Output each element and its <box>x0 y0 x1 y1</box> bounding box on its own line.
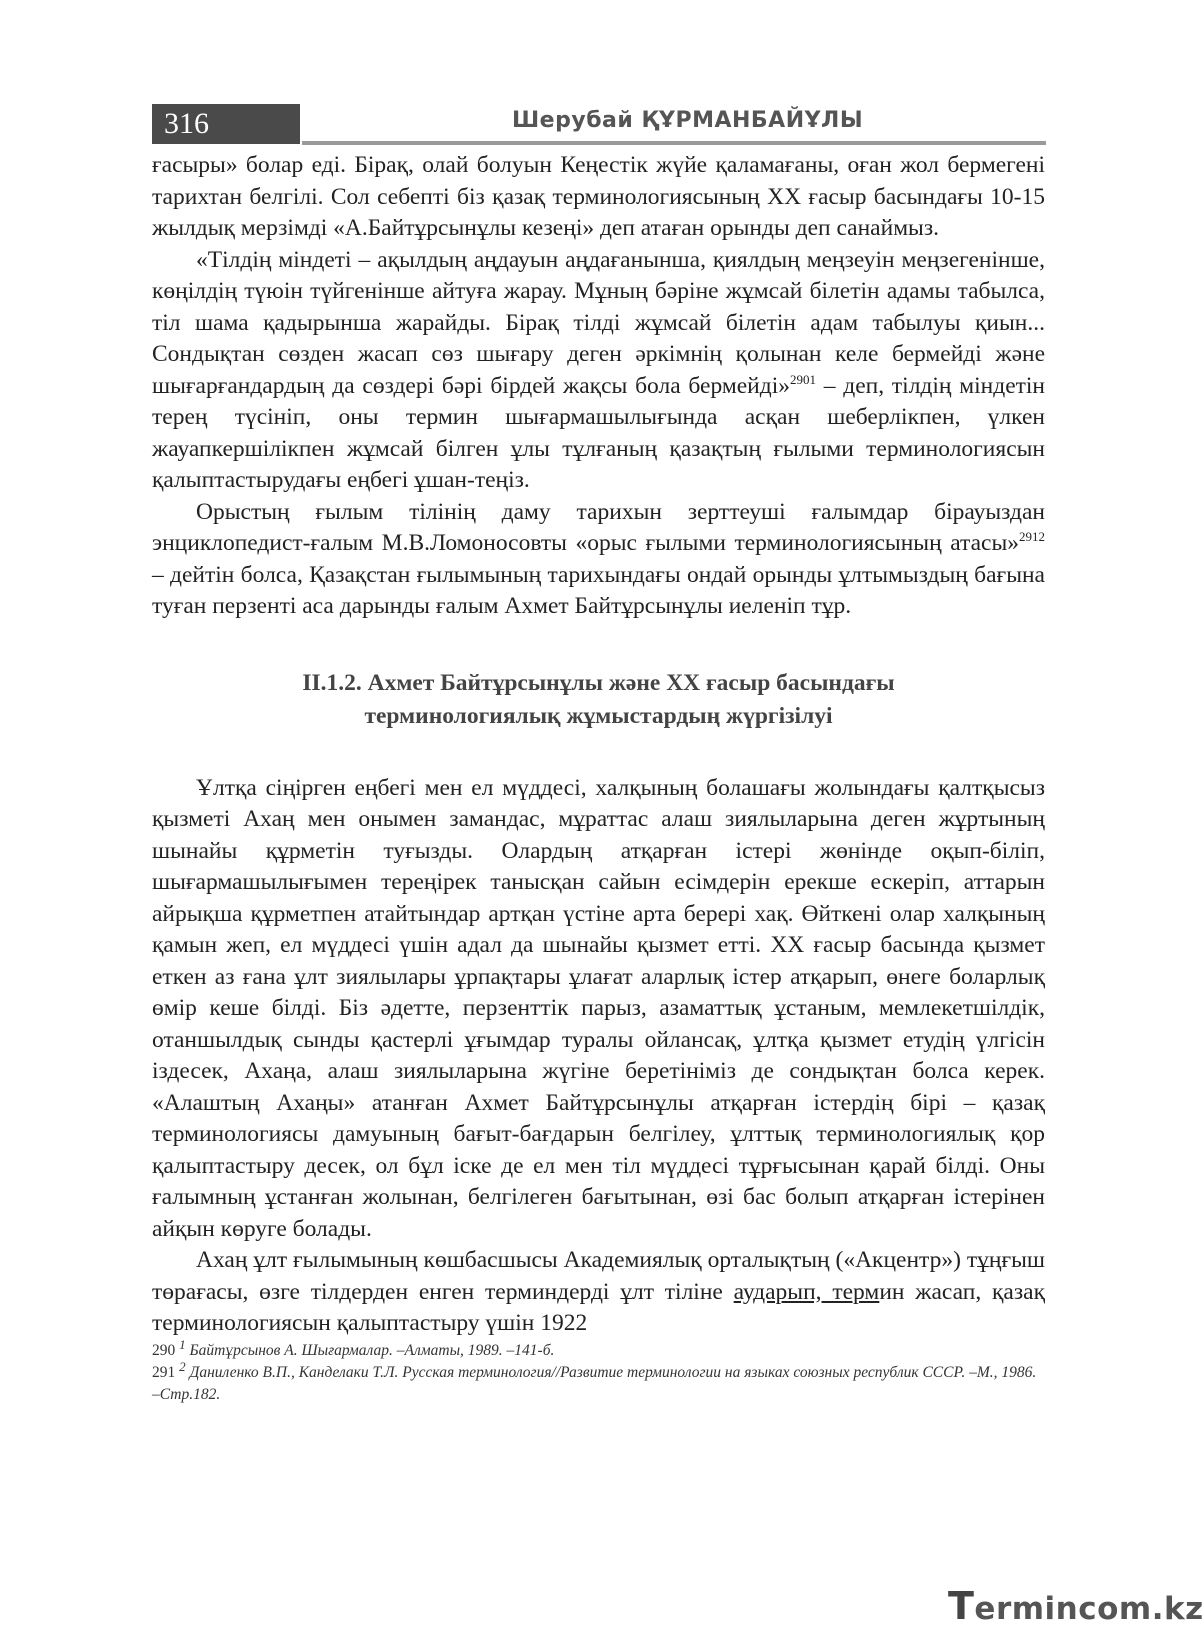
page-header <box>152 104 1046 146</box>
paragraph-3: Орыстың ғылым тілінің даму тарихын зерттеуші ғалымдар бірауыздан энциклопедист-ғалым М.В.Ломоносовты «орыс ғылыми терминологиясының атасы»$^{2912}$ – дейтін болса, Қазақстан ғылымының тарихындағы ондай орынды ұлтымыздың бағына туған перзенті аса дарынды ғалым Ахмет Байтұрсынұлы иеленіп тұр. <box>152 498 1045 619</box>
page-body <box>152 150 1045 1406</box>
section-heading-line-1: ІІ.1.2. Ахмет Байтұрсынұлы және ХХ ғасыр басындағы <box>302 669 895 696</box>
paragraph-4: Ұлтқа сіңірген еңбегі мен ел мүддесі, халқының болашағы жолындағы қалтқысыз қызметі Ахаң мен онымен замандас, мұраттас алаш зиялыларына деген жұртының шынайы құрметін туғызды. Олардың атқарған істері жөнінде оқып-біліп, шығармашылығымен тереңірек танысқан сайын есімдерін ерекше ескеріп, аттарын айрықша құрметпен атайтындар артқан үстіне арта берері хақ. Өйткені олар халқының қамын жеп, ел мүддесі үшін адал да шынайы қызмет етті. ХХ ғасыр басында қызмет еткен аз ғана ұлт зиялылары ұрпақтары ұлағат аларлық істер атқарып, өнеге боларлық өмір кеше білді. Біз әдетте, перзенттік парыз, азаматтық ұстаным, мемлекетшілдік, отаншылдық сынды қастерлі ұғымдар туралы ойлансақ, ұлтқа қызмет етудің үлгісін іздесек, Ахаңа, алаш зиялыларына жүгіне беретініміз де сондықтан болса керек. «Алаштың Ахаңы» атанған Ахмет Байтұрсынұлы атқарған істердің бірі – қазақ терминологиясы дамуының бағыт-бағдарын белгілеу, ұлттық терминологиялық қор қалыптастыру десек, ол бұл іске де ел мен тіл мүддесі тұрғысынан қарай білді. Оны ғалымның ұстанған жолынан, белгілеген бағытынан, өзі бас болып атқарған істерінен айқын көруге болады. <box>152 774 1045 1242</box>
section-heading <box>152 667 1045 733</box>
paragraph-1: ғасыры» болар еді. Бірақ, олай болуын Кеңестік жүйе қаламағаны, оған жол бермегені тарихтан белгілі. Сол себепті біз қазақ терминологиясының ХХ ғасыр басындағы 10-15 жылдық мерзімді «А.Байтұрсынұлы кезеңі» деп атаған орынды деп санаймыз. <box>152 152 1045 241</box>
header-rule <box>302 141 1046 145</box>
page-number: 316 <box>152 104 300 144</box>
footnote-ref-1[interactable]: 2901 <box>790 371 816 387</box>
footnote-2: 291 $^2$ Даниленко В.П., Канделаки Т.Л. Русская терминология//Развитие терминологии на языках союзных республик СССР. –М., 1986. –Стр.182. <box>152 1358 1037 1403</box>
footnote-ref-2[interactable]: 2912 <box>1019 529 1045 545</box>
paragraph-2: «Тілдің міндеті – ақылдың аңдауын аңдағанынша, қиялдың меңзеуін меңзегенінше, көңілдің түюін түйгенінше айтуға жарау. Мұның бәріне жұмсай білетін адамы табылса, тіл шама қадырынша жарайды. Бірақ тілді жұмсай білетін адам табылуы қиын... Сондықтан сөзден жасап сөз шығару деген әркімнің қолынан келе бермейді және шығарғандардың да сөздері бәрі бірдей жақсы бола бермейді»$^{2901}$ – деп, тілдің міндетін терең түсініп, оны термин шығармашылығында асқан шеберлікпен, үлкен жауапкершілікпен жұмсай білген ұлы тұлғаның қазақтың ғылыми терминологиясын қалыптастырудағы еңбегі ұшан-теңіз. <box>152 246 1045 493</box>
paragraph-5: Ахаң ұлт ғылымының көшбасшысы Академиялық орталықтың («Акцентр») тұңғыш төрағасы, өзге тілдерден енген терминдерді ұлт тіліне аударып, термин жасап, қазақ терминологиясын қалыптастыру үшін 1922 <box>152 1247 1045 1336</box>
termincom-watermark-logo: Termincom.kz <box>948 1584 1204 1628</box>
section-heading-line-2: терминологиялық жұмыстардың жүргізілуі <box>364 702 833 729</box>
footnotes <box>152 1336 1045 1406</box>
footnote-1: 290 $^1$ Байтұрсынов А. Шығармалар. –Алматы, 1989. –141-б. <box>152 1336 555 1359</box>
running-header-author: Шерубай ҚҰРМАНБАЙҰЛЫ <box>512 108 864 133</box>
